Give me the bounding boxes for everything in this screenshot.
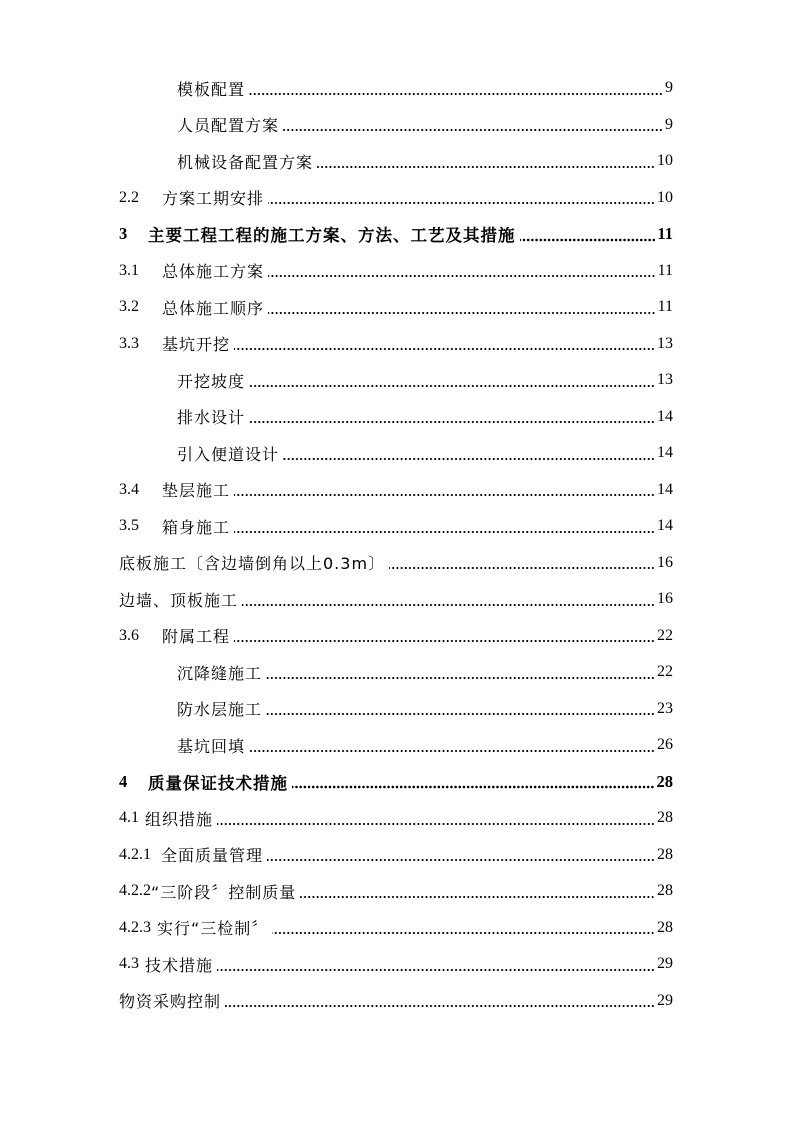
toc-entry[interactable]	[0, 70, 794, 107]
toc-entry-number: 4.2.3	[119, 918, 151, 936]
toc-entry-page: 16	[657, 553, 673, 571]
toc-leader-dots	[272, 931, 655, 935]
toc-entry-title: 方案工期安排	[162, 189, 265, 209]
toc-entry[interactable]	[0, 107, 794, 144]
toc-entry[interactable]	[0, 143, 794, 180]
toc-entry-page: 28	[656, 771, 673, 791]
toc-entry-page: 26	[657, 736, 673, 754]
toc-entry[interactable]	[0, 253, 794, 290]
toc-entry-title: 组织措施	[145, 809, 214, 829]
toc-entry[interactable]	[0, 362, 794, 399]
toc-entry-page: 23	[657, 699, 673, 717]
toc-entry-page: 29	[657, 991, 673, 1009]
toc-entry-title: 边墙、顶板施工	[119, 590, 239, 610]
toc-entry-title: 沉降缝施工	[177, 663, 263, 683]
toc-entry-title: 质量保证技术措施	[148, 773, 288, 793]
toc-entry-title: 基坑回填	[177, 736, 246, 756]
toc-entry-title: 防水层施工	[177, 700, 263, 720]
toc-entry-page: 14	[657, 480, 673, 498]
toc-entry-title: 排水设计	[177, 408, 246, 428]
toc-entry[interactable]	[0, 654, 794, 691]
toc-entry-number: 3.6	[119, 626, 139, 644]
toc-leader-dots	[234, 347, 655, 351]
toc-entry[interactable]	[0, 618, 794, 655]
toc-entry-number: 4.3	[119, 955, 139, 973]
toc-entry[interactable]	[0, 581, 794, 618]
toc-leader-dots	[217, 822, 655, 826]
toc-entry[interactable]	[0, 180, 794, 217]
toc-entry-title: 机械设备配置方案	[177, 152, 314, 172]
toc-leader-dots	[389, 566, 655, 570]
toc-entry-title: 主要工程工程的施工方案、方法、工艺及其措施	[148, 226, 516, 246]
toc-leader-dots	[268, 311, 656, 315]
toc-entry-number: 4.1	[119, 809, 139, 827]
toc-leader-dots	[317, 165, 655, 169]
toc-entry[interactable]	[0, 399, 794, 436]
toc-entry-page: 16	[657, 590, 673, 608]
toc-entry-number: 2.2	[119, 188, 139, 206]
toc-entry-title: 附属工程	[162, 627, 231, 647]
toc-leader-dots	[520, 238, 656, 242]
toc-entry-page: 29	[657, 955, 673, 973]
toc-entry-title: 总体施工方案	[162, 262, 265, 282]
toc-entry-number: 4	[119, 771, 128, 791]
toc-leader-dots	[217, 968, 655, 972]
toc-leader-dots	[225, 1004, 655, 1008]
toc-leader-dots	[234, 493, 655, 497]
toc-chapter-entry[interactable]	[0, 764, 794, 801]
toc-entry[interactable]	[0, 472, 794, 509]
toc-entry-title: 人员配置方案	[177, 116, 280, 136]
toc-entry-number: 3.3	[119, 334, 139, 352]
toc-leader-dots	[266, 712, 655, 716]
toc-entry-page: 22	[657, 663, 673, 681]
toc-entry-page: 10	[657, 152, 673, 170]
toc-entry[interactable]	[0, 910, 794, 947]
toc-entry-title: 全面质量管理	[161, 846, 264, 866]
toc-entry-page: 9	[665, 115, 673, 133]
toc-entry-title: 总体施工顺序	[162, 298, 265, 318]
toc-entry[interactable]	[0, 946, 794, 983]
toc-entry-page: 22	[657, 626, 673, 644]
toc-entry-number: 3.2	[119, 298, 139, 316]
toc-leader-dots	[266, 676, 655, 680]
toc-entry-title: 物资采购控制	[119, 992, 222, 1012]
toc-leader-dots	[249, 92, 663, 96]
toc-entry-page: 14	[657, 407, 673, 425]
toc-leader-dots	[268, 201, 655, 205]
toc-entry-title: 技术措施	[145, 955, 214, 975]
toc-entry-page: 28	[657, 809, 673, 827]
toc-entry-number: 4.2.2	[119, 882, 151, 900]
toc-entry-page: 13	[657, 334, 673, 352]
toc-entry-number: 3.5	[119, 517, 139, 535]
toc-entry-title: 垫层施工	[162, 481, 231, 501]
toc-entry-page: 28	[657, 845, 673, 863]
toc-leader-dots	[249, 420, 655, 424]
toc-leader-dots	[300, 895, 655, 899]
toc-entry[interactable]	[0, 435, 794, 472]
toc-entry[interactable]	[0, 800, 794, 837]
toc-entry[interactable]	[0, 727, 794, 764]
toc-chapter-entry[interactable]	[0, 216, 794, 253]
toc-entry[interactable]	[0, 545, 794, 582]
toc-entry[interactable]	[0, 508, 794, 545]
toc-entry-page: 11	[657, 298, 673, 316]
toc-leader-dots	[242, 603, 655, 607]
toc-entry-number: 3.1	[119, 261, 139, 279]
toc-entry-number: 3	[119, 224, 128, 244]
toc-entry[interactable]	[0, 837, 794, 874]
toc-entry-title: 引入便道设计	[177, 444, 280, 464]
table-of-contents	[0, 70, 794, 1019]
toc-leader-dots	[283, 128, 663, 132]
toc-entry-title: 开挖坡度	[177, 371, 246, 391]
toc-leader-dots	[249, 749, 655, 753]
toc-entry-title: 模板配置	[177, 79, 246, 99]
toc-entry[interactable]	[0, 691, 794, 728]
toc-entry-title: 基坑开挖	[162, 335, 231, 355]
toc-entry-page: 9	[665, 79, 673, 97]
toc-entry-page: 11	[657, 261, 673, 279]
toc-entry-page: 14	[657, 517, 673, 535]
toc-entry-page: 10	[657, 188, 673, 206]
toc-entry[interactable]	[0, 983, 794, 1020]
toc-entry-number: 3.4	[119, 480, 139, 498]
toc-entry-page: 28	[657, 882, 673, 900]
toc-leader-dots	[292, 785, 655, 789]
toc-entry-title: 箱身施工	[162, 517, 231, 537]
toc-entry-number: 4.2.1	[119, 845, 151, 863]
toc-leader-dots	[267, 858, 655, 862]
toc-entry-page: 13	[657, 371, 673, 389]
toc-entry[interactable]	[0, 326, 794, 363]
toc-leader-dots	[234, 530, 655, 534]
toc-entry-title: 实行“三检制〞	[157, 919, 269, 939]
toc-entry-page: 11	[657, 224, 673, 244]
toc-entry-title: “三阶段〞控制质量	[151, 882, 297, 902]
toc-entry-page: 14	[657, 444, 673, 462]
toc-leader-dots	[268, 274, 656, 278]
toc-entry[interactable]	[0, 873, 794, 910]
toc-leader-dots	[283, 457, 655, 461]
toc-entry-page: 28	[657, 918, 673, 936]
toc-entry[interactable]	[0, 289, 794, 326]
toc-leader-dots	[234, 639, 655, 643]
toc-leader-dots	[249, 384, 655, 388]
toc-entry-title: 底板施工〔含边墙倒角以上0.3m〕	[119, 554, 386, 574]
